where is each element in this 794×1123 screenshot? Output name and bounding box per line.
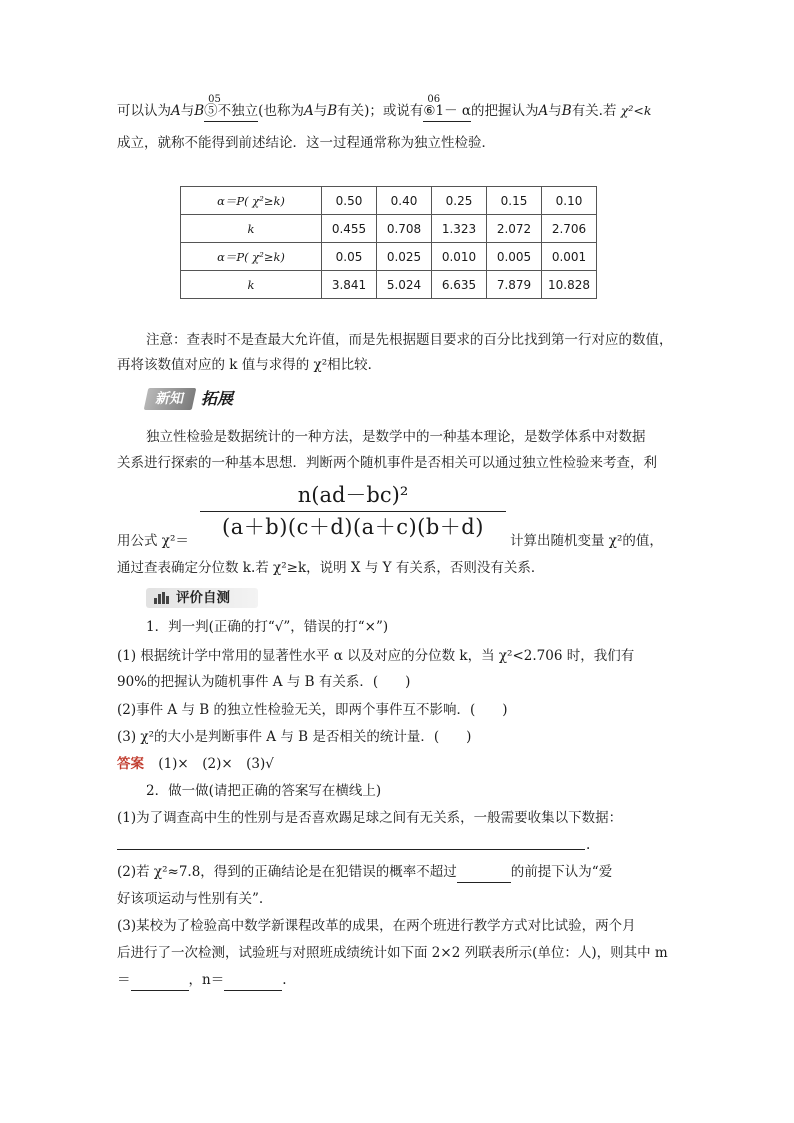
table-cell: 0.455 bbox=[322, 215, 377, 243]
text: 的把握认为 bbox=[471, 103, 539, 119]
table-cell: 1.323 bbox=[432, 215, 487, 243]
var-a: A bbox=[171, 103, 181, 119]
underlined-term-confidence bbox=[423, 94, 472, 122]
section-title-self-test: 评价自测 bbox=[176, 590, 230, 606]
table-cell: 0.005 bbox=[487, 243, 542, 271]
inequality: χ²<k bbox=[620, 103, 652, 118]
text: 可以认为 bbox=[117, 103, 171, 119]
table-cell: 0.05 bbox=[322, 243, 377, 271]
text: 与 bbox=[313, 103, 328, 119]
table-row bbox=[181, 243, 597, 271]
table-cell: 0.10 bbox=[542, 187, 597, 215]
text: ⑥1－ α bbox=[423, 103, 472, 119]
text: ＝ bbox=[117, 972, 131, 988]
extension-line2: 关系进行探索的一种基本思想．判断两个随机事件是否相关可以通过独立性检验来考查，利 bbox=[117, 455, 657, 471]
q1-item3: (3) χ²的大小是判断事件 A 与 B 是否相关的统计量．( ) bbox=[117, 729, 472, 745]
formula-denominator: (a＋b)(c＋d)(a＋c)(b＋d) bbox=[222, 515, 484, 539]
answer-blank[interactable] bbox=[457, 862, 511, 883]
table-cell: 0.40 bbox=[377, 187, 432, 215]
text: . bbox=[282, 972, 287, 988]
table-cell: 10.828 bbox=[542, 271, 597, 299]
note-line1: 注意：查表时不是查最大允许值，而是先根据题目要求的百分比找到第一行对应的数值， bbox=[146, 332, 673, 348]
paragraph-conclusion-line1 bbox=[117, 94, 682, 122]
table-cell: 6.635 bbox=[432, 271, 487, 299]
table-row-header: k bbox=[181, 271, 322, 299]
text: 有关.若 bbox=[571, 103, 617, 119]
q1-item2: (2)事件 A 与 B 的独立性检验无关，即两个事件互不影响．( ) bbox=[117, 702, 508, 718]
answer-label: 答案 bbox=[117, 756, 144, 772]
table-cell: 0.010 bbox=[432, 243, 487, 271]
q1-answer bbox=[117, 754, 682, 774]
text: ⑤不独立 bbox=[204, 103, 259, 119]
extension-line4: 通过查表确定分位数 k.若 χ²≥k，说明 X 与 Y 有关系，否则没有关系． bbox=[117, 560, 545, 576]
text: (2)若 χ²≈7.8，得到的正确结论是在犯错误的概率不超过 bbox=[117, 864, 457, 880]
text: 有关)；或说有 bbox=[337, 103, 424, 119]
var-b: B bbox=[327, 103, 338, 119]
underlined-term-independent bbox=[204, 94, 259, 122]
answer-text: (1)× (2)× (3)√ bbox=[158, 756, 274, 772]
q2-item2-line1 bbox=[117, 862, 682, 883]
bar-chart-icon bbox=[154, 592, 168, 604]
formula-numerator: n(ad－bc)² bbox=[297, 483, 409, 507]
table-cell: 0.50 bbox=[322, 187, 377, 215]
extension-line1: 独立性检验是数据统计的一种方法，是数学中的一种基本理论，是数学体系中对数据 bbox=[146, 429, 646, 445]
table-cell: 0.025 bbox=[377, 243, 432, 271]
q1-heading: 1．判一判(正确的打“√”，错误的打“×”) bbox=[146, 619, 389, 635]
table-cell: 7.879 bbox=[487, 271, 542, 299]
q2-item2-line2: 好该项运动与性别有关”. bbox=[117, 891, 264, 907]
table-row bbox=[181, 271, 597, 299]
answer-blank-n[interactable] bbox=[224, 970, 282, 991]
critical-value-table bbox=[180, 186, 597, 299]
marker-label: 05 bbox=[208, 94, 221, 105]
section-badge-new: 新知 bbox=[144, 388, 197, 410]
table-cell: 3.841 bbox=[322, 271, 377, 299]
text: 与 bbox=[548, 103, 562, 119]
section-header-self-test bbox=[146, 588, 258, 608]
q2-item3-line3 bbox=[117, 970, 682, 991]
answer-blank-m[interactable] bbox=[131, 970, 189, 991]
q2-heading: 2．做一做(请把正确的答案写在横线上) bbox=[146, 783, 382, 799]
q2-item1: (1)为了调查高中生的性别与是否喜欢踢足球之间有无关系，一般需要收集以下数据： bbox=[117, 810, 623, 826]
table-cell: 0.708 bbox=[377, 215, 432, 243]
table-row-header: k bbox=[181, 215, 322, 243]
table-cell: 0.25 bbox=[432, 187, 487, 215]
table-row bbox=[181, 187, 597, 215]
text: ，n＝ bbox=[188, 972, 225, 988]
paragraph-conclusion-line2: 成立，就称不能得到前述结论．这一过程通常称为独立性检验． bbox=[117, 135, 495, 151]
q1-item1-line1: (1) 根据统计学中常用的显著性水平 α 以及对应的分位数 k，当 χ²<2.706 时，我们有 bbox=[117, 648, 635, 664]
q1-item1-line2: 90%的把握认为随机事件 A 与 B 有关系．( ) bbox=[117, 674, 411, 690]
answer-blank-line[interactable] bbox=[117, 849, 585, 850]
var-a: A bbox=[303, 103, 314, 119]
section-title-extension: 拓展 bbox=[201, 389, 234, 408]
table-row bbox=[181, 215, 597, 243]
extension-line3-post: 计算出随机变量 χ²的值， bbox=[510, 533, 663, 549]
table-row-header: α＝P( χ²≥k) bbox=[181, 187, 322, 215]
q2-item3-line2: 后进行了一次检测，试验班与对照班成绩统计如下面 2×2 列联表所示(单位：人)，则其中 m bbox=[117, 945, 668, 961]
q2-item3-line1: (3)某校为了检验高中数学新课程改革的成果，在两个班进行教学方式对比试验，两个月 bbox=[117, 918, 636, 934]
marker-label: 06 bbox=[427, 94, 441, 105]
var-a: A bbox=[538, 103, 549, 119]
table-row-header: α＝P( χ²≥k) bbox=[181, 243, 322, 271]
table-cell: 0.15 bbox=[487, 187, 542, 215]
text: 的前提下认为“爱 bbox=[510, 864, 613, 880]
note-line2: 再将该数值对应的 k 值与求得的 χ²相比较． bbox=[117, 357, 382, 373]
text: 与 bbox=[180, 103, 195, 119]
var-b: B bbox=[194, 103, 205, 119]
var-b: B bbox=[561, 103, 572, 119]
table-cell: 2.706 bbox=[542, 215, 597, 243]
table-cell: 5.024 bbox=[377, 271, 432, 299]
text: (也称为 bbox=[258, 103, 304, 119]
q2-item1-end: . bbox=[586, 837, 591, 853]
table-cell: 2.072 bbox=[487, 215, 542, 243]
table-cell: 0.001 bbox=[542, 243, 597, 271]
extension-line3-pre: 用公式 χ²＝ bbox=[117, 533, 189, 549]
